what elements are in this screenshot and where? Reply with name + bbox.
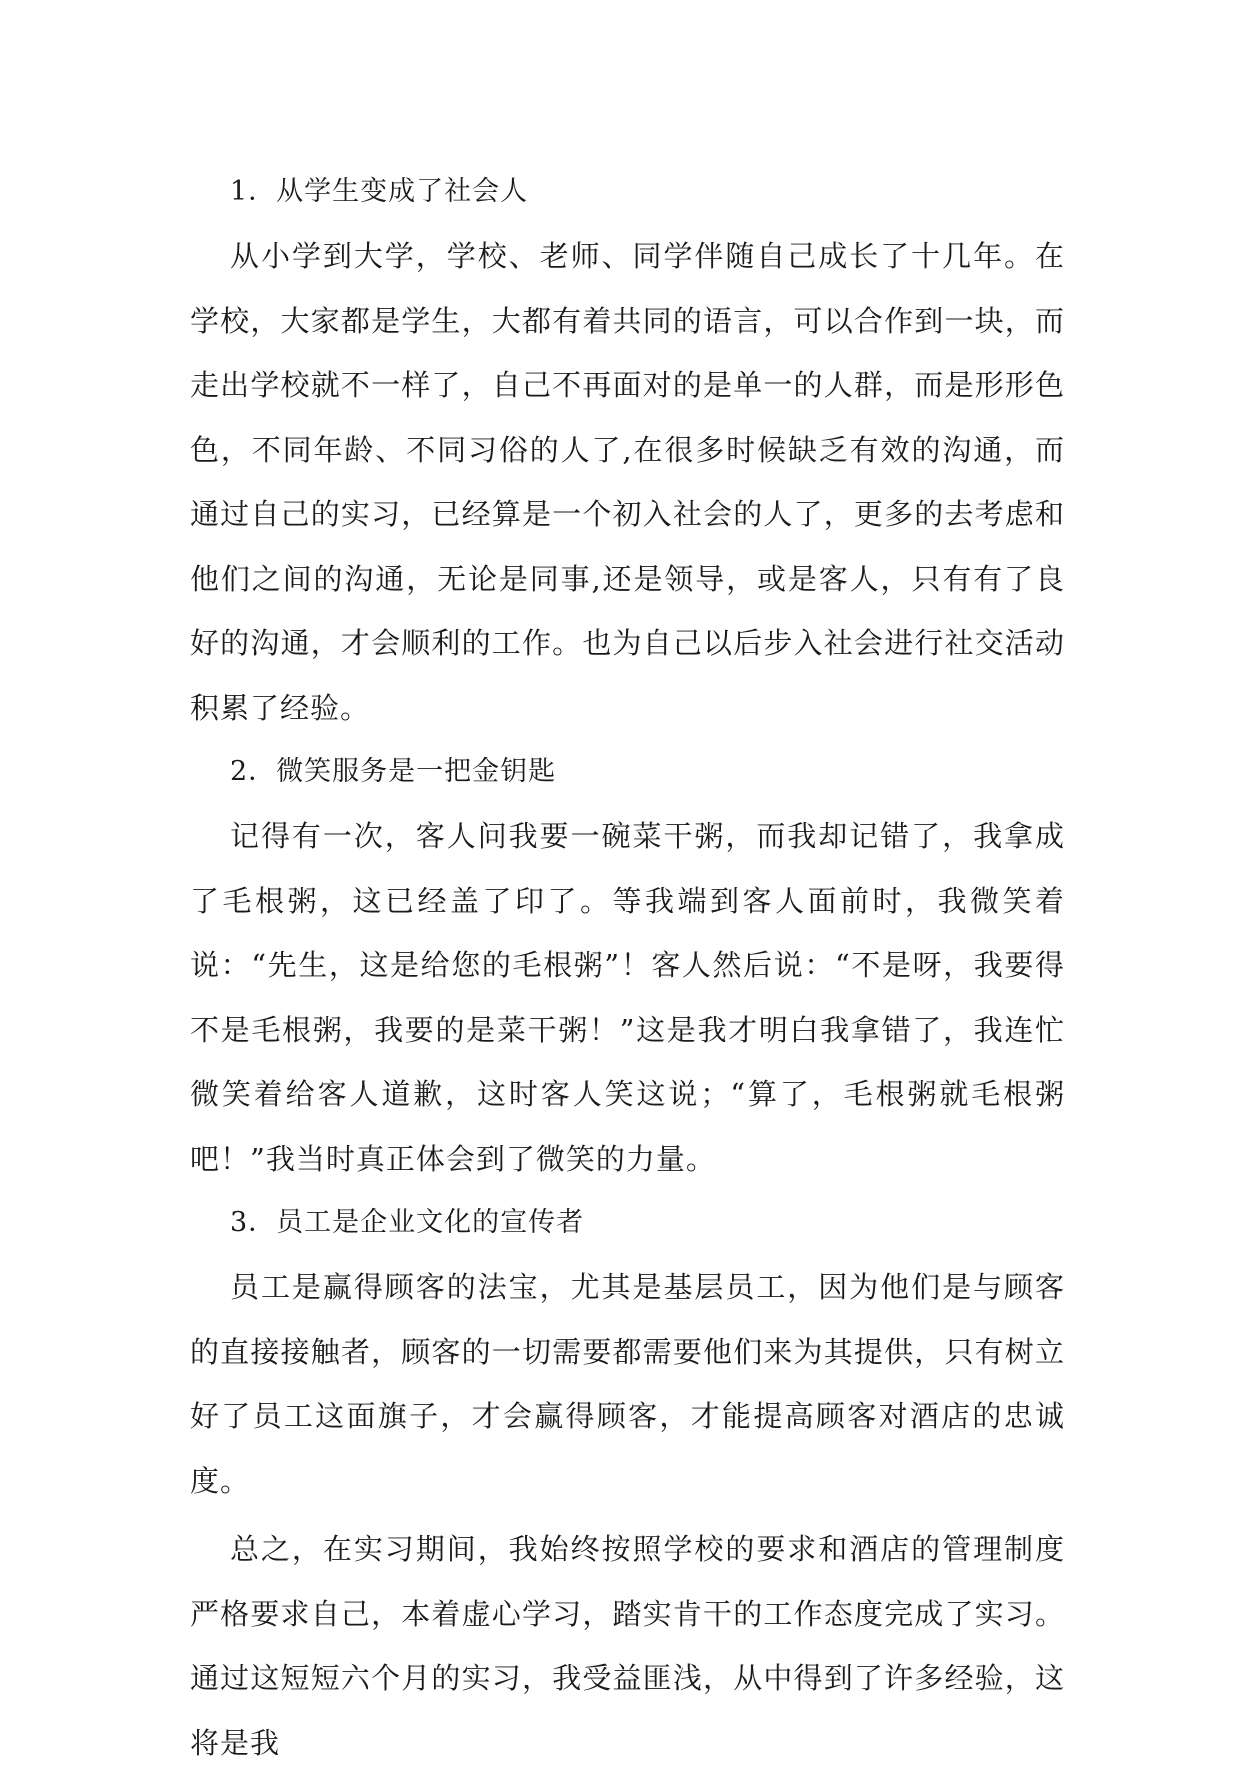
section-heading-1: 1．从学生变成了社会人: [230, 176, 529, 207]
section-paragraph-2: 记得有一次，客人问我要一碗菜干粥，而我却记错了，我拿成了毛根粥，这已经盖了印了。等我端到客人面前时，我微笑着说：“先生，这是给您的毛根粥”！客人然后说：“不是呀，我要得不是毛根粥，我要的是菜干粥！”这是我才明白我拿错了，我连忙微笑着给客人道歉，这时客人笑这说；“算了，毛根粥就毛根粥吧！”我当时真正体会到了微笑的力量。: [190, 819, 1065, 1176]
document-body: [190, 160, 1065, 1775]
section-paragraph-3: 员工是赢得顾客的法宝，尤其是基层员工，因为他们是与顾客的直接接触者，顾客的一切需要都需要他们来为其提供，只有树立好了员工这面旗子，才会赢得顾客，才能提高顾客对酒店的忠诚度。: [190, 1270, 1065, 1498]
section-heading-3: 3．员工是企业文化的宣传者: [230, 1207, 585, 1238]
section-heading-2: 2．微笑服务是一把金钥匙: [230, 756, 557, 787]
section-paragraph-1: 从小学到大学，学校、老师、同学伴随自己成长了十几年。在学校，大家都是学生，大都有着共同的语言，可以合作到一块，而走出学校就不一样了，自己不再面对的是单一的人群，而是形形色色，不同年龄、不同习俗的人了,在很多时候缺乏有效的沟通，而通过自己的实习，已经算是一个初入社会的人了，更多的去考虑和他们之间的沟通，无论是同事,还是领导，或是客人，只有有了良好的沟通，才会顺利的工作。也为自己以后步入社会进行社交活动积累了经验。: [190, 239, 1065, 725]
conclusion-paragraph: 总之，在实习期间，我始终按照学校的要求和酒店的管理制度严格要求自己，本着虚心学习，踏实肯干的工作态度完成了实习。通过这短短六个月的实习，我受益匪浅，从中得到了许多经验，这将是我: [190, 1532, 1065, 1760]
